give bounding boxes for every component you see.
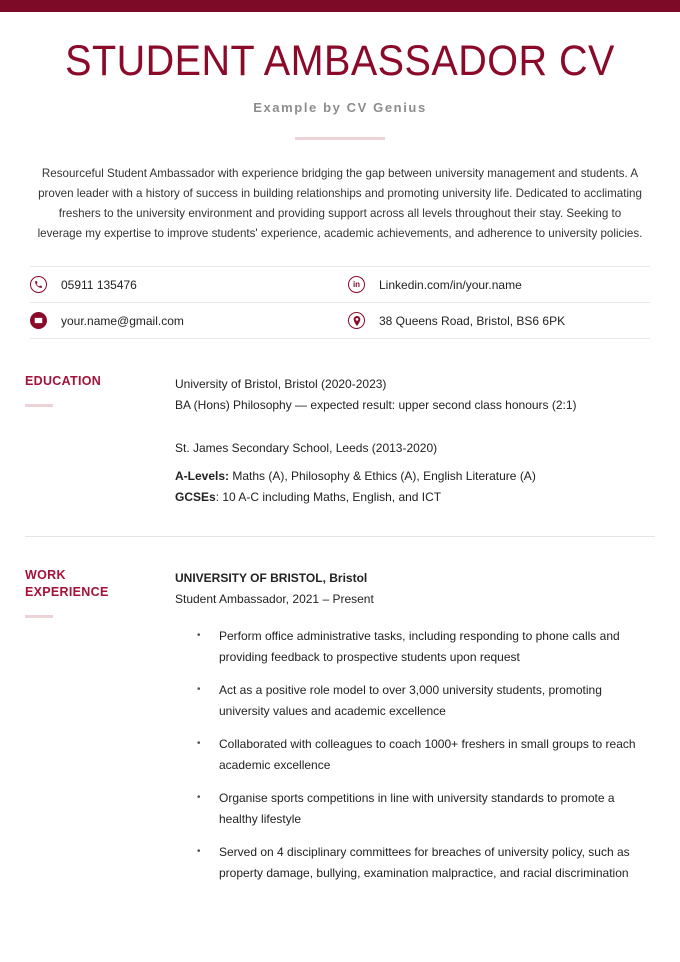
professional-summary: Resourceful Student Ambassador with experience bridging the gap between university management and students. A proven leader with a history of success in building relationships and promoting university life. Dedicated to acclimating freshers to the university environment and providing support across all levels throughout their stay. Seeking to leverage my expertise to improve students' experience, academic achievements, and adherence to university policies. bbox=[37, 167, 643, 240]
work-employer: UNIVERSITY OF BRISTOL, Bristol bbox=[175, 571, 368, 585]
work-heading-line2: EXPERIENCE bbox=[25, 585, 109, 599]
header-divider bbox=[295, 137, 385, 140]
education-heading-block bbox=[25, 373, 175, 508]
education-detail: BA (Hons) Philosophy — expected result: upper second class honours (2:1) bbox=[175, 398, 577, 412]
education-alevels bbox=[175, 466, 655, 487]
list-item: • Collaborated with colleagues to coach 1000+ freshers in small groups to reach academic excellence bbox=[175, 734, 655, 776]
list-item: • Act as a positive role model to over 3,000 university students, promoting university values and academic excellence bbox=[175, 680, 655, 722]
email-value: your.name@gmail.com bbox=[61, 313, 184, 328]
education-institution: University of Bristol, Bristol (2020-2023) bbox=[175, 377, 387, 391]
education-gcses bbox=[175, 487, 655, 508]
cv-header bbox=[0, 12, 680, 140]
address-value: 38 Queens Road, Bristol, BS6 6PK bbox=[379, 313, 566, 328]
gcses-value: : 10 A-C including Maths, English, and ICT bbox=[215, 490, 442, 504]
work-body bbox=[175, 567, 655, 884]
contact-row bbox=[30, 266, 650, 303]
contact-address[interactable] bbox=[340, 303, 650, 338]
alevels-value: Maths (A), Philosophy & Ethics (A), English Literature (A) bbox=[229, 469, 536, 483]
contact-phone[interactable] bbox=[30, 267, 340, 302]
contact-linkedin[interactable] bbox=[340, 267, 650, 302]
work-heading-line1: WORK bbox=[25, 568, 66, 582]
email-icon bbox=[30, 312, 47, 329]
contact-block bbox=[30, 266, 650, 339]
education-entry bbox=[175, 374, 655, 416]
linkedin-icon: in bbox=[348, 276, 365, 293]
work-bullet-list bbox=[175, 626, 655, 884]
header-subtitle: Example by CV Genius bbox=[253, 100, 427, 115]
top-accent-bar bbox=[0, 0, 680, 12]
gcses-label: GCSEs bbox=[175, 490, 216, 504]
list-item: • Organise sports competitions in line with university standards to promote a healthy lifestyle bbox=[175, 788, 655, 830]
location-pin-icon bbox=[348, 312, 365, 329]
section-education bbox=[25, 339, 655, 508]
list-item: • Served on 4 disciplinary committees for breaches of university policy, such as property damage, bullying, examination malpractice, and racial discrimination bbox=[175, 842, 655, 884]
phone-icon bbox=[30, 276, 47, 293]
contact-row bbox=[30, 303, 650, 339]
education-institution: St. James Secondary School, Leeds (2013-2020) bbox=[175, 441, 438, 455]
work-heading-underline bbox=[25, 615, 53, 618]
education-body bbox=[175, 373, 655, 508]
page-title: STUDENT AMBASSADOR CV bbox=[65, 37, 615, 85]
education-entry bbox=[175, 438, 655, 508]
work-role: Student Ambassador, 2021 – Present bbox=[175, 592, 374, 606]
contact-email[interactable] bbox=[30, 303, 340, 338]
alevels-label: A-Levels: bbox=[175, 469, 230, 483]
work-heading-block bbox=[25, 567, 175, 884]
section-work-experience bbox=[25, 537, 655, 884]
education-heading: EDUCATION bbox=[25, 374, 102, 388]
phone-value: 05911 135476 bbox=[61, 277, 137, 292]
list-item: • Perform office administrative tasks, including responding to phone calls and providing feedback to prospective students upon request bbox=[175, 626, 655, 668]
linkedin-value: Linkedin.com/in/your.name bbox=[379, 277, 522, 292]
education-heading-underline bbox=[25, 404, 53, 407]
